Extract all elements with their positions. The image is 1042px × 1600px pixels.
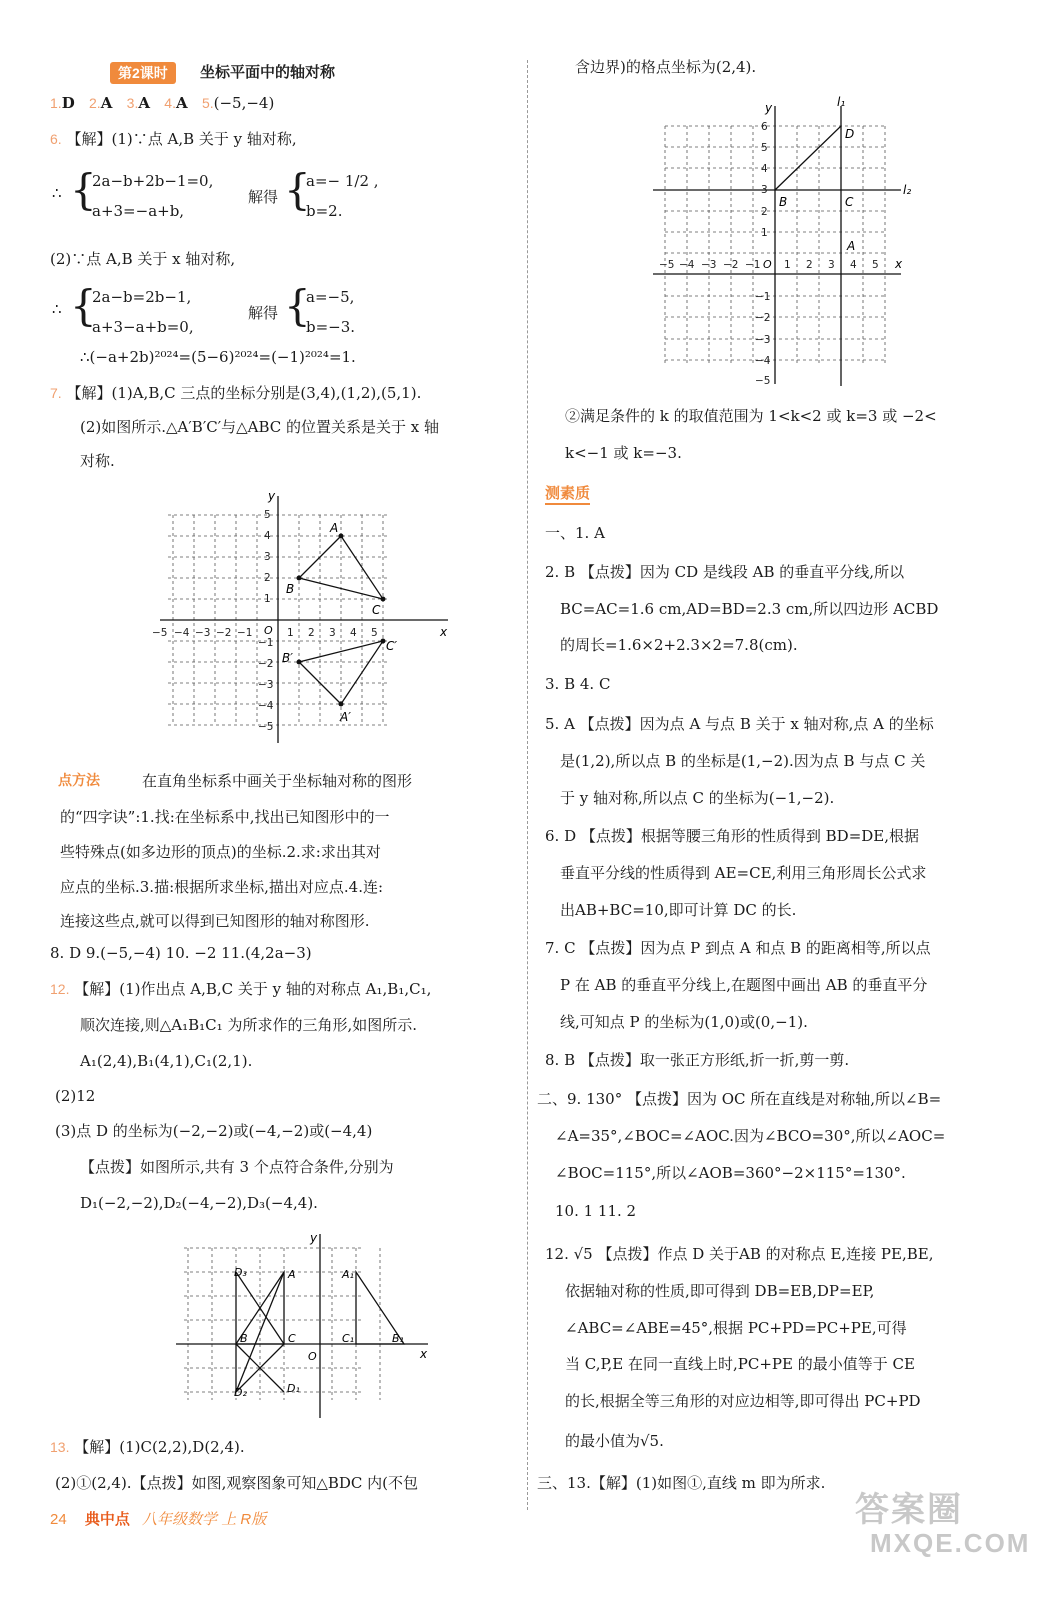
svg-text:−3: −3 <box>258 679 274 691</box>
svg-text:1: 1 <box>287 627 294 639</box>
point-D2: D₂ <box>234 1386 247 1399</box>
r-q7b: P 在 AB 的垂直平分线上,在题图中画出 AB 的垂直平分 <box>560 976 928 994</box>
origin-label: O <box>308 1350 317 1363</box>
svg-text:−1: −1 <box>755 291 771 303</box>
point-A: A <box>847 239 856 253</box>
page-footer <box>50 1508 266 1529</box>
svg-text:−1: −1 <box>237 627 253 639</box>
r-q12b: 依据轴对称的性质,即可得到 DB=EB,DP=EP, <box>565 1282 875 1300</box>
svg-text:−4: −4 <box>258 700 274 712</box>
point-D3: D₃ <box>234 1266 247 1279</box>
q12-line1: 12. 【解】(1)作出点 A,B,C 关于 y 轴的对称点 A₁,B₁,C₁, <box>50 980 432 998</box>
svg-text:3: 3 <box>264 551 271 563</box>
r-q2c: 的周长=1.6×2+2.3×2=7.8(cm). <box>560 636 798 654</box>
q7-line3: 对称. <box>80 452 115 470</box>
svg-text:4: 4 <box>761 163 768 175</box>
point-A: A <box>330 521 339 535</box>
answers-1-5: 1.D 2.A 3.A 4.A 5.(−5,−4) <box>50 94 275 112</box>
r-cont2a: ②满足条件的 k 的取值范围为 1<k<2 或 k=3 或 −2< <box>565 407 937 425</box>
svg-text:−5: −5 <box>755 375 771 387</box>
point-B: B <box>286 582 295 596</box>
r-q6a: 6. D 【点拨】根据等腰三角形的性质得到 BD=DE,根据 <box>545 827 920 845</box>
r-q8: 8. B 【点拨】取一张正方形纸,折一折,剪一剪. <box>545 1051 850 1069</box>
r-q12a: 12. √5 【点拨】作点 D 关于AB 的对称点 E,连接 PE,BE, <box>545 1245 934 1263</box>
svg-text:3: 3 <box>828 259 835 271</box>
svg-text:5: 5 <box>371 627 378 639</box>
svg-text:3: 3 <box>329 627 336 639</box>
r-q7a: 7. C 【点拨】因为点 P 到点 A 和点 B 的距离相等,所以点 <box>545 939 931 957</box>
svg-text:6: 6 <box>761 121 768 133</box>
point-A1: A₁ <box>342 1268 354 1281</box>
q6-line1: 6. 【解】(1)∵点 A,B 关于 y 轴对称, <box>50 130 297 148</box>
r-q2a: 2. B 【点拨】因为 CD 是线段 AB 的垂直平分线,所以 <box>545 563 905 581</box>
point-B: B <box>779 195 788 209</box>
q12-line7: D₁(−2,−2),D₂(−4,−2),D₃(−4,4). <box>80 1194 318 1212</box>
q6-line3: ∴(−a+2b)²⁰²⁴=(5−6)²⁰²⁴=(−1)²⁰²⁴=1. <box>80 348 356 366</box>
lesson-badge: 第2课时 <box>110 62 176 84</box>
svg-text:−3: −3 <box>195 627 211 639</box>
point-C: C <box>372 603 381 617</box>
r-q13: 三、13.【解】(1)如图①,直线 m 即为所求. <box>537 1474 826 1492</box>
q6-line2: (2)∵点 A,B 关于 x 轴对称, <box>50 250 236 268</box>
r-s1: 一、1. A <box>545 524 605 542</box>
origin-label: O <box>264 624 273 637</box>
r-q7c: 线,可知点 P 的坐标为(1,0)或(0,−1). <box>560 1013 808 1031</box>
q12-line3: A₁(2,4),B₁(4,1),C₁(2,1). <box>80 1052 253 1070</box>
point-C: C <box>845 195 854 209</box>
svg-text:−3: −3 <box>755 334 771 346</box>
point-D1: D₁ <box>287 1382 300 1395</box>
method-line1: 在直角坐标系中画关于坐标轴对称的图形 <box>142 772 413 790</box>
r-q12e: 的长,根据全等三角形的对应边相等,即可得出 PC+PD <box>565 1392 921 1410</box>
svg-text:2: 2 <box>761 206 768 218</box>
y-axis-label: y <box>268 489 276 503</box>
r-q12d: 当 C,P,E 在同一直线上时,PC+PE 的最小值等于 CE <box>565 1355 915 1373</box>
origin-label: O <box>763 258 772 271</box>
q12-line4: (2)12 <box>55 1087 96 1105</box>
point-C: C <box>288 1332 296 1345</box>
r-q9a: 二、9. 130° 【点拨】因为 OC 所在直线是对称轴,所以∠B= <box>537 1090 942 1108</box>
x-axis-label: x <box>895 257 903 271</box>
svg-text:−5: −5 <box>152 627 168 639</box>
point-B: B <box>240 1332 248 1345</box>
point-C-prime: C′ <box>386 639 398 653</box>
lesson-title: 坐标平面中的轴对称 <box>200 63 336 81</box>
svg-text:4: 4 <box>850 259 857 271</box>
section-test-quality: 测素质 <box>545 482 590 505</box>
point-B-prime: B′ <box>282 651 293 665</box>
svg-text:−4: −4 <box>174 627 190 639</box>
q12-line5: (3)点 D 的坐标为(−2,−2)或(−4,−2)或(−4,4) <box>55 1122 373 1140</box>
y-axis-label: y <box>765 101 773 115</box>
method-tag: 点方法 <box>58 772 100 788</box>
q7-line2: (2)如图所示.△A′B′C′与△ABC 的位置关系是关于 x 轴 <box>80 418 440 436</box>
watermark-url: MXQE.COM <box>870 1528 1031 1558</box>
q7-line1: 7. 【解】(1)A,B,C 三点的坐标分别是(3,4),(1,2),(5,1). <box>50 384 422 402</box>
svg-text:−4: −4 <box>755 355 771 367</box>
svg-text:3: 3 <box>761 184 768 196</box>
figure-q12-coordinate-grid <box>170 1230 440 1430</box>
method-line4: 应点的坐标.3.描:根据所求坐标,描出对应点.4.连: <box>60 878 384 896</box>
point-D: D <box>845 127 855 141</box>
book-grade: 八年级数学 上 R版 <box>142 1511 267 1528</box>
svg-text:4: 4 <box>264 530 271 542</box>
svg-text:2: 2 <box>264 572 271 584</box>
q12-line6: 【点拨】如图所示,共有 3 个点符合条件,分别为 <box>80 1158 394 1176</box>
r-q12c: ∠ABC=∠ABE=45°,根据 PC+PD=PC+PE,可得 <box>565 1319 907 1337</box>
watermark-text: 答案圈 <box>855 1491 963 1529</box>
svg-text:1: 1 <box>264 593 271 605</box>
svg-text:2: 2 <box>806 259 813 271</box>
r-q5a: 5. A 【点拨】因为点 A 与点 B 关于 x 轴对称,点 A 的坐标 <box>545 715 934 733</box>
r-q12f: 的最小值为√5. <box>565 1432 664 1450</box>
svg-text:−2: −2 <box>216 627 232 639</box>
r-q9c: ∠BOC=115°,所以∠AOB=360°−2×115°=130°. <box>555 1164 906 1182</box>
figure-q7-coordinate-grid <box>150 488 460 748</box>
svg-text:1: 1 <box>784 259 791 271</box>
svg-text:−5: −5 <box>659 259 675 271</box>
r-q6b: 垂直平分线的性质得到 AE=CE,利用三角形周长公式求 <box>560 864 927 882</box>
svg-text:5: 5 <box>761 142 768 154</box>
method-line5: 连接这些点,就可以得到已知图形的轴对称图形. <box>60 912 370 930</box>
svg-text:1: 1 <box>761 227 768 239</box>
svg-text:2: 2 <box>308 627 315 639</box>
point-B1: B₁ <box>392 1332 404 1345</box>
column-divider <box>527 60 528 1510</box>
line-l2-label: l₂ <box>903 183 912 197</box>
svg-text:4: 4 <box>350 627 357 639</box>
method-line3: 些特殊点(如多边形的顶点)的坐标.2.求:求出其对 <box>60 843 381 861</box>
r-q1011: 10. 1 11. 2 <box>555 1202 637 1220</box>
r-q34: 3. B 4. C <box>545 675 611 693</box>
r-cont: 含边界)的格点坐标为(2,4). <box>575 58 757 76</box>
r-q5b: 是(1,2),所以点 B 的坐标是(1,−2).因为点 B 与点 C 关 <box>560 752 926 770</box>
svg-text:−2: −2 <box>755 312 771 324</box>
q13-line2: (2)①(2,4).【点拨】如图,观察图象可知△BDC 内(不包 <box>55 1474 419 1492</box>
point-C1: C₁ <box>342 1332 355 1345</box>
figure-q13-coordinate-grid <box>645 94 935 394</box>
y-axis-label: y <box>310 1231 318 1245</box>
r-q9b: ∠A=35°,∠BOC=∠AOC.因为∠BCO=30°,所以∠AOC= <box>555 1127 946 1145</box>
page-number: 24 <box>50 1511 67 1528</box>
x-axis-label: x <box>420 1347 428 1361</box>
q12-line2: 顺次连接,则△A₁B₁C₁ 为所求作的三角形,如图所示. <box>80 1016 417 1034</box>
line-l1-label: l₁ <box>837 95 846 109</box>
point-A: A <box>288 1268 296 1281</box>
svg-text:−2: −2 <box>258 658 274 670</box>
svg-text:−5: −5 <box>258 721 274 733</box>
point-A-prime: A′ <box>340 710 351 724</box>
svg-text:−4: −4 <box>679 259 695 271</box>
r-q5c: 于 y 轴对称,所以点 C 的坐标为(−1,−2). <box>560 789 835 807</box>
svg-text:−3: −3 <box>701 259 717 271</box>
svg-text:−2: −2 <box>723 259 739 271</box>
r-q6c: 出AB+BC=10,即可计算 DC 的长. <box>560 901 797 919</box>
svg-text:5: 5 <box>264 509 271 521</box>
answers-8-11: 8. D 9.(−5,−4) 10. −2 11.(4,2a−3) <box>50 944 312 962</box>
svg-text:5: 5 <box>872 259 879 271</box>
r-cont2b: k<−1 或 k=−3. <box>565 444 682 462</box>
book-logo: 典中点 <box>84 1511 130 1528</box>
r-q2b: BC=AC=1.6 cm,AD=BD=2.3 cm,所以四边形 ACBD <box>560 600 939 618</box>
svg-text:−1: −1 <box>258 637 274 649</box>
method-line2: 的“四字诀”:1.找:在坐标系中,找出已知图形中的一 <box>60 808 390 826</box>
x-axis-label: x <box>440 625 448 639</box>
q13-line1: 13. 【解】(1)C(2,2),D(2,4). <box>50 1438 245 1456</box>
svg-text:−1: −1 <box>745 259 761 271</box>
